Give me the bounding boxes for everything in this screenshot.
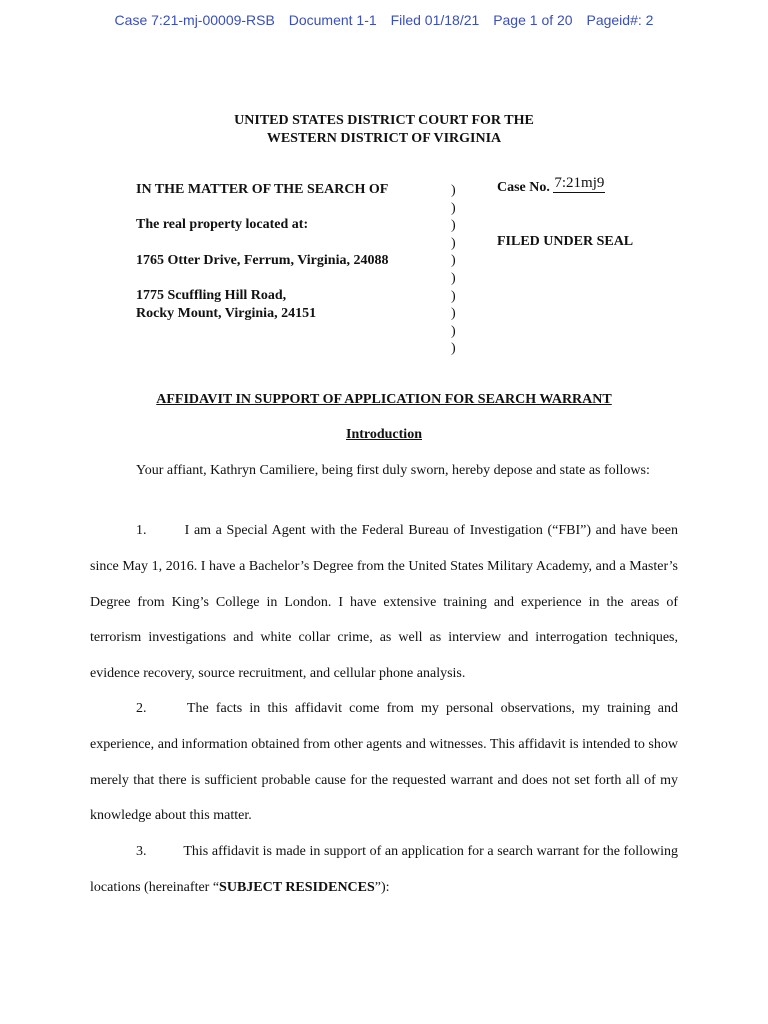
case-number-line	[497, 175, 605, 197]
caption-paren: )	[451, 323, 456, 339]
caption-paren: )	[451, 306, 456, 322]
case-number-value: 7:21mj9	[554, 175, 605, 191]
subject-residences-term: SUBJECT RESIDENCES	[219, 879, 375, 895]
intro-paragraph: Your affiant, Kathryn Camiliere, being first duly sworn, hereby depose and state as follows:	[136, 463, 650, 478]
header-pageid: Pageid#: 2	[586, 12, 654, 28]
caption-paren: )	[451, 341, 456, 357]
paragraph-number: 3.	[136, 844, 147, 859]
caption-paren: )	[451, 270, 456, 286]
caption-paren: )	[451, 183, 456, 198]
caption-address-2-line-1: 1775 Scuffling Hill Road,	[136, 288, 287, 303]
header-page: Page 1 of 20	[493, 12, 573, 28]
caption-paren: )	[451, 288, 456, 304]
caption-paren: )	[451, 200, 456, 216]
paragraph-text: The facts in this affidavit come from my personal observations, my training and experience, and information obtained from other agents and witnesses. This affidavit is intended to show merely that there is sufficient probable cause for the requested warrant and does not set forth all of my knowledge about this matter.	[90, 701, 678, 824]
filed-under-seal: FILED UNDER SEAL	[497, 234, 634, 249]
court-line-2: WESTERN DISTRICT OF VIRGINIA	[266, 131, 502, 146]
caption-parentheses	[451, 182, 456, 358]
case-number-label: Case No.	[497, 180, 550, 195]
header-filed-date: Filed 01/18/21	[390, 12, 480, 28]
court-heading	[0, 112, 768, 148]
header-case-number: Case 7:21-mj-00009-RSB	[114, 12, 275, 28]
affidavit-title: AFFIDAVIT IN SUPPORT OF APPLICATION FOR SEARCH WARRANT	[156, 392, 612, 407]
paragraph-1	[90, 513, 678, 692]
paragraph-2	[90, 691, 678, 834]
caption-property: The real property located at:	[136, 217, 309, 232]
paragraph-text-end: ”):	[374, 879, 390, 895]
pacer-header	[0, 12, 768, 28]
paragraph-3	[90, 834, 678, 906]
caption-paren: )	[451, 218, 456, 234]
paragraph-number: 2.	[136, 701, 147, 716]
introduction-heading: Introduction	[346, 427, 422, 442]
paragraph-number: 1.	[136, 523, 147, 538]
header-document: Document 1-1	[288, 12, 377, 28]
caption-paren: )	[451, 235, 456, 251]
court-line-1: UNITED STATES DISTRICT COURT FOR THE	[234, 113, 534, 128]
caption-address-1: 1765 Otter Drive, Ferrum, Virginia, 24088	[136, 253, 389, 268]
caption-matter: IN THE MATTER OF THE SEARCH OF	[136, 182, 389, 197]
paragraph-text: I am a Special Agent with the Federal Bureau of Investigation (“FBI”) and have been since May 1, 2016. I have a Bachelor’s Degree from the United States Military Academy, and a Master’s Degree from King’s College in London. I have extensive training and experience in the areas of terrorism investigations and white collar crime, as well as interview and interrogation techniques, evidence recovery, source recruitment, and cellular phone analysis.	[90, 523, 678, 682]
paragraph-text: This affidavit is made in support of an application for a search warrant for the following locations (hereinafter “	[90, 844, 679, 895]
caption-address-2-line-2: Rocky Mount, Virginia, 24151	[136, 306, 317, 321]
caption-paren: )	[451, 253, 456, 269]
